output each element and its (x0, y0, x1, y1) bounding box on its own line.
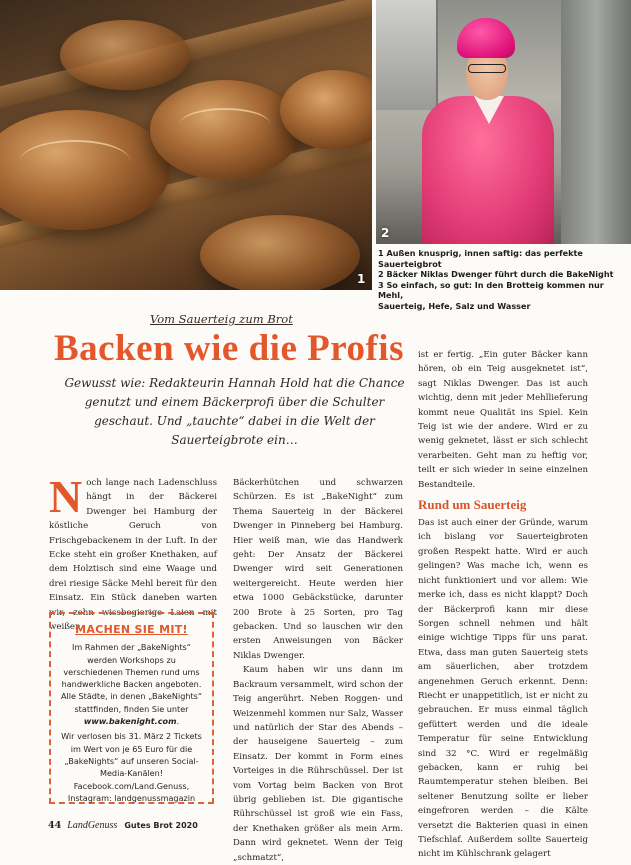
photo-number: 2 (381, 226, 390, 240)
photo-number: 1 (357, 272, 366, 286)
subheading: Rund um Sauerteig (418, 497, 527, 513)
box-text: . (176, 716, 180, 727)
box-text: Im Rahmen der „BakeNights“ werden Workshops zu verschiedenen Themen rund ums handwerkliche Backen angeboten. Alle Städte, in denen „BakeNights“ stattfinden, finden Sie unter (60, 642, 203, 714)
caption-line: 1 Außen knusprig, innen saftig: das perfekte Sauerteigbrot (378, 248, 583, 269)
article-intro: Gewusst wie: Redakteurin Hannah Hold hat die Chance genutzt und einem Bäckerprofi über die Schulter geschaut. Und „tauchte“ dabei in die Welt der Sauerteigbrote ein… (64, 376, 405, 447)
participation-box (49, 612, 214, 804)
article-column-1 (49, 471, 217, 634)
paragraph: Kaum haben wir uns dann im Backraum versammelt, wird schon der Teig angerührt. Neben Roggen- und Weizenmehl kommen nur Salz, Wasser und natürlich der Star des Abends – der hauseigene Sauerteig – zum Einsatz. Der kommt in Form eines Vorteiges in die Rührschüssel. Der ist vom Vortag beim Backen von Brot übrig geblieben ist. Die gigantische Rührschüssel ist groß wie ein Fass, der Knethaken größer als mein Arm. Dann wird geknetet. Wenn der Teig „schmatzt“, (233, 665, 403, 863)
baker-photo (376, 0, 631, 244)
box-url[interactable]: www.bakenight.com (83, 716, 177, 727)
article-column-3 (418, 348, 588, 862)
caption-line: Sauerteig, Hefe, Salz und Wasser (378, 300, 531, 311)
issue-label: Gutes Brot 2020 (124, 821, 198, 830)
page-number: 44 (48, 820, 62, 831)
photo-caption (378, 248, 628, 312)
box-title: MACHEN SIE MIT! (75, 623, 188, 636)
box-paragraph (57, 641, 206, 727)
paragraph: ist er fertig. „Ein guter Bäcker kann hören, ob ein Teig ausgeknetet ist“, sagt Niklas Dwenger. Das ist auch wichtig, denn mit jeder Mehllieferung kommt neue Qualität ins Spiel. Kein Teig ist wie der andere. Wird er zu wenig geknetet, lässt er sich schlecht verarbeiten. Geht man zu heftig vor, teilt er sich wieder in seine einzelnen Bestandteile. (418, 350, 588, 490)
article-title: Backen wie die Profis (54, 328, 404, 369)
magazine-logo: LandGenuss (67, 820, 118, 831)
paragraph: Das ist auch einer der Gründe, warum ich bislang vor Sauerteigbroten großen Respekt hatte. Wird er auch gelingen? Was mache ich, wenn es nicht funktioniert und vor allem: Wie merke ich, dass es nicht klappt? Doch der Bäckerprofi kann mir diese Sorgen schnell nehmen und hält einige wichtige Tipps für uns parat. Etwa, dass man guten Sauerteig stets am säuerlichen, aber trotzdem angenehmen Geruch erkennt. Denn: Riecht er unappetitlich, ist er nicht zu gebrauchen. Er muss einmal täglich gefüttert werden und die ideale Temperatur für seine Entwicklung sind 32 °C. Wird er regelmäßig gebacken, kann er ruhig bei Raumtemperatur stehen bleiben. Bei seltener Benutzung sollte er lieber eingefroren werden – die Kälte versetzt die Bakterien quasi in einen Tiefschlaf. Außerdem sollte Sauerteig nicht im Kühlschrank gelagert (418, 518, 588, 860)
caption-line: 2 Bäcker Niklas Dwenger führt durch die BakeNight (378, 269, 614, 280)
bread-photo (0, 0, 372, 290)
page-footer (48, 820, 198, 831)
caption-line: 3 So einfach, so gut: In den Brotteig kommen nur Mehl, (378, 279, 604, 301)
box-paragraph: Wir verlosen bis 31. März 2 Tickets im Wert von je 65 Euro für die „BakeNights“ auf unseren Social-Media-Kanälen! Facebook.com/Land.Genuss, Instagram: landgenussmagazin (61, 731, 202, 803)
paragraph: och lange nach Ladenschluss hängt in der Bäckerei Dwenger bei Hamburg der köstliche Geruch von Frischgebackenem in der Luft. In der Ecke steht ein großer Knethaken, auf dem Holztisch sind eine Waage und drei riesige Säcke Mehl bereit für den Einsatz. Ein Stück daneben warten wir, zehn wissbegierige Laien mit weißen (49, 478, 217, 633)
drop-cap: N (49, 471, 83, 522)
article-kicker: Vom Sauerteig zum Brot (150, 312, 293, 326)
paragraph: Bäckerhütchen und schwarzen Schürzen. Es ist „BakeNight“ zum Thema Sauerteig in der Bäckerei Dwenger in Pinneberg bei Hamburg. Hier weiß man, wie das Handwerk geht: Der Ansatz der Bäckerei Dwenger wird seit Generationen weitergereicht. Heute werden hier etwa 1000 Gebäckstücke, darunter 200 Brote à 25 Sorten, pro Tag gebacken. Und so lauschen wir den ersten Anweisungen von Bäcker Niklas Dwenger. (233, 478, 403, 661)
article-column-2 (233, 476, 403, 865)
